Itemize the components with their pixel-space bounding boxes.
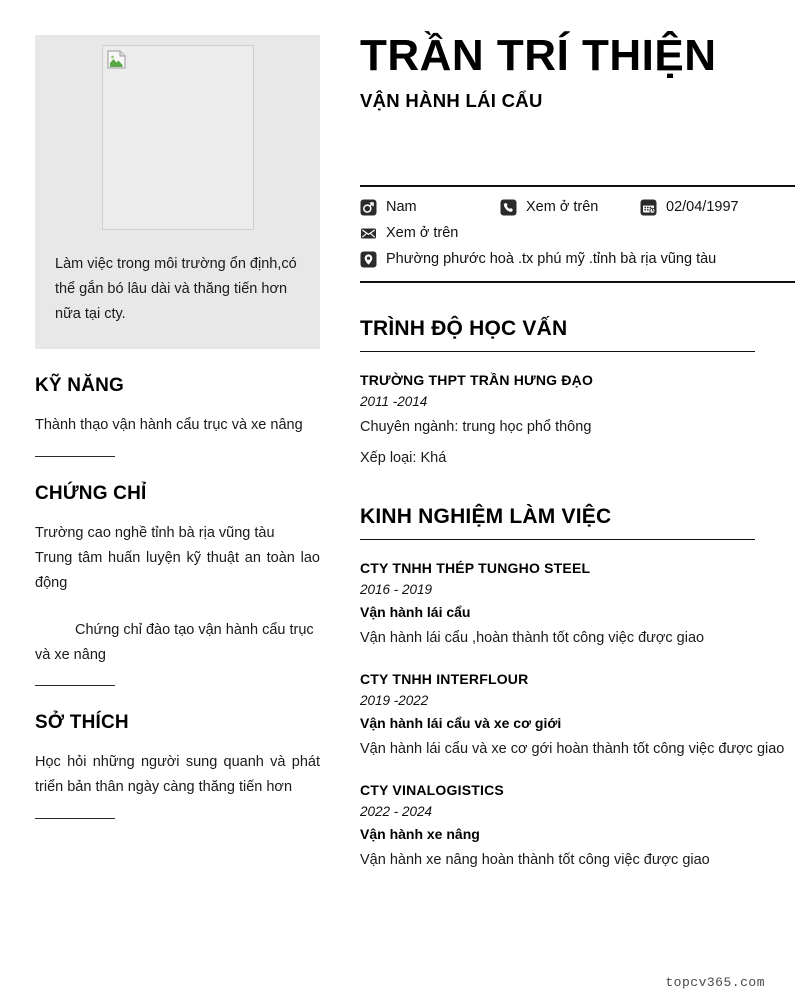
skills-body: [35, 413, 320, 438]
sidebar: [35, 35, 320, 819]
contact-address: [360, 251, 716, 268]
contact-birthday: [640, 199, 739, 216]
experience-date: 2019 -2022: [360, 693, 429, 709]
contact-row: [360, 199, 795, 216]
skills-item: Thành thạo vận hành cẩu trục và xe nâng: [35, 416, 303, 433]
education-heading: TRÌNH ĐỘ HỌC VẤN: [360, 316, 568, 340]
experience-date: 2016 - 2019: [360, 582, 433, 598]
interests-heading: SỞ THÍCH: [35, 712, 129, 734]
contact-row: [360, 251, 795, 268]
sidebar-section-skills: [35, 375, 320, 457]
sidebar-section-certificates: [35, 483, 320, 687]
contact-address-value: Phường phước hoà .tx phú mỹ .tỉnh bà rịa vũng tàu: [386, 251, 717, 268]
contact-email[interactable]: [360, 225, 458, 242]
broken-image-icon: [107, 50, 126, 69]
experience-heading: KINH NGHIỆM LÀM VIỆC: [360, 504, 612, 528]
certificates-divider: [35, 685, 115, 686]
certificates-item: Trung tâm huấn luyện kỹ thuật an toàn lao động: [35, 549, 320, 591]
interests-body: [35, 750, 320, 800]
sidebar-section-interests: [35, 712, 320, 819]
profile-panel: [35, 35, 320, 349]
job-title: VẬN HÀNH LÁI CẨU: [360, 89, 543, 111]
contact-row: [360, 225, 795, 242]
interests-item: Học hỏi những người sung quanh và phát triển bản thân ngày càng thăng tiến hơn: [35, 754, 320, 796]
skills-divider: [35, 456, 115, 457]
contact-birthday-value: 02/04/1997: [666, 199, 739, 216]
experience-entry: [360, 782, 795, 873]
education-major: Chuyên ngành: trung học phổ thông: [360, 419, 592, 436]
gender-icon: [360, 199, 377, 216]
experience-role: Vận hành lái cẩu: [360, 604, 471, 621]
certificates-item: Trường cao nghề tỉnh bà rịa vũng tàu: [35, 524, 275, 541]
education-heading-rule: [360, 351, 755, 353]
experience-description: Vận hành lái cẩu ,hoàn thành tốt công việc được giao: [360, 630, 705, 647]
profile-photo: [102, 45, 254, 230]
contact-phone[interactable]: [500, 199, 640, 216]
interests-divider: [35, 818, 115, 819]
certificates-heading: CHỨNG CHỈ: [35, 482, 147, 504]
education-grade: Xếp loại: Khá: [360, 449, 447, 466]
skills-heading: KỸ NĂNG: [35, 374, 125, 396]
certificates-item: Chứng chỉ đào tạo vận hành cẩu trục và xe nâng: [35, 621, 314, 663]
experience-heading-rule: [360, 539, 755, 541]
watermark: topcv365.com: [665, 975, 765, 990]
contact-email-value: Xem ở trên: [386, 225, 459, 242]
page-title: TRẦN TRÍ THIỆN: [360, 31, 717, 80]
education-entry: [360, 372, 795, 471]
education-school: TRƯỜNG THPT TRẦN HƯNG ĐẠO: [360, 372, 594, 389]
section-education: [360, 317, 795, 471]
calendar-icon: [640, 199, 657, 216]
experience-company: CTY TNHH INTERFLOUR: [360, 671, 529, 688]
email-icon: [360, 225, 377, 242]
certificates-body: [35, 521, 320, 668]
location-pin-icon: [360, 251, 377, 268]
experience-date: 2022 - 2024: [360, 804, 433, 820]
phone-icon: [500, 199, 517, 216]
experience-role: Vận hành xe nâng: [360, 826, 480, 843]
experience-role: Vận hành lái cẩu và xe cơ giới: [360, 715, 562, 732]
contact-gender-value: Nam: [386, 199, 417, 216]
contact-phone-value: Xem ở trên: [526, 199, 599, 216]
experience-company: CTY VINALOGISTICS: [360, 782, 504, 799]
main-column: [360, 32, 795, 873]
contact-gender: [360, 199, 500, 216]
experience-description: Vận hành xe nâng hoàn thành tốt công việc được giao: [360, 852, 710, 869]
contact-block: [360, 185, 795, 283]
experience-description: Vận hành lái cẩu và xe cơ gới hoàn thành tốt công việc được giao: [360, 741, 785, 758]
experience-entry: [360, 560, 795, 651]
profile-summary: Làm việc trong môi trường ổn định,có thể gắn bó lâu dài và thăng tiến hơn nữa tại cty.: [55, 256, 297, 322]
experience-company: CTY TNHH THÉP TUNGHO STEEL: [360, 560, 591, 577]
education-date: 2011 -2014: [360, 394, 428, 410]
section-experience: [360, 505, 795, 873]
experience-entry: [360, 671, 795, 762]
